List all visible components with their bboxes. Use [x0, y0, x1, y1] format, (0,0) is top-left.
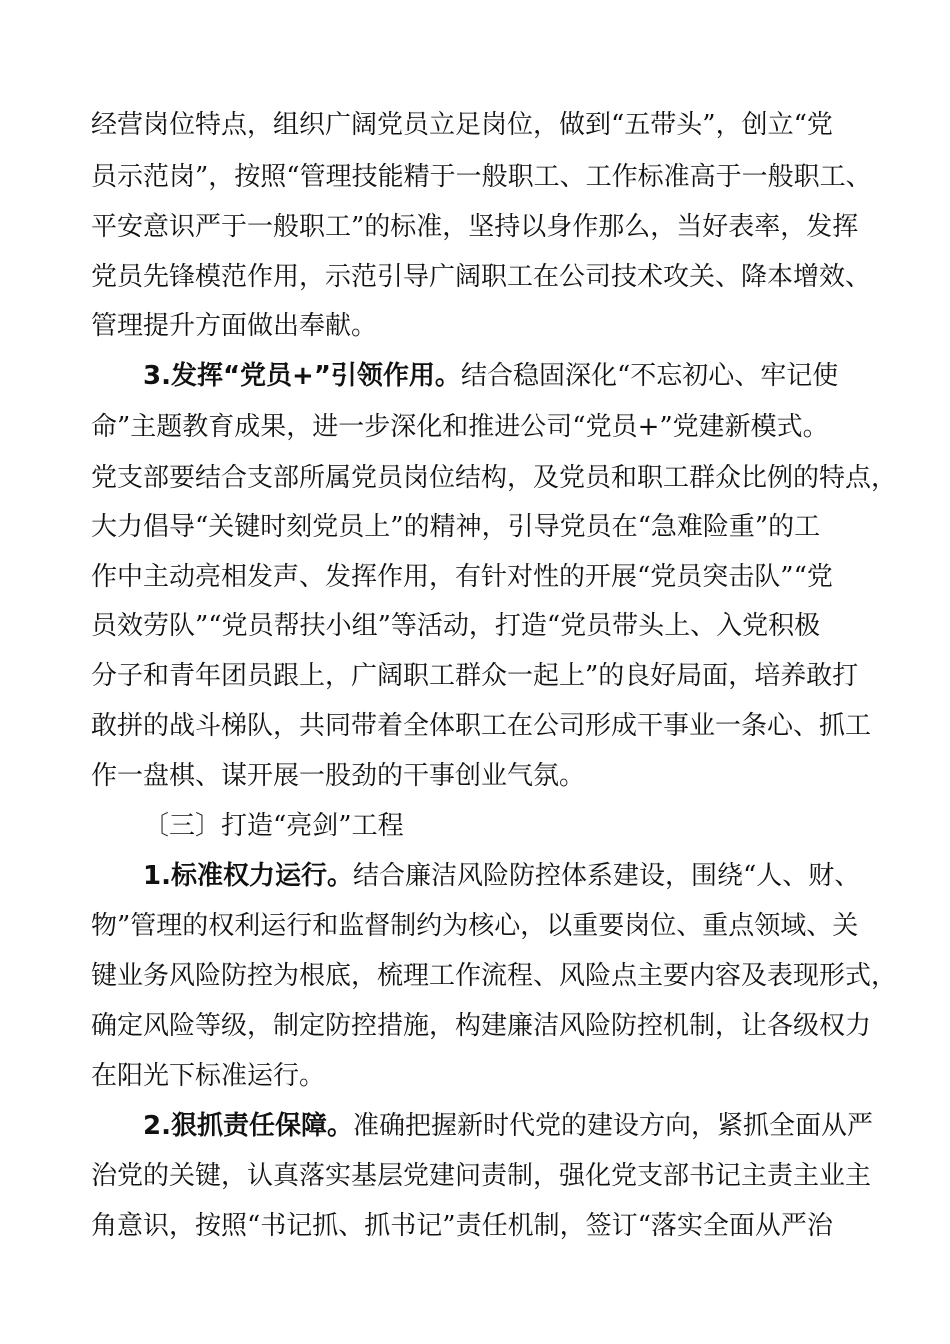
item-s3-2-first-line-text: 准确把握新时代党的建设方向，紧抓全面从严: [352, 1111, 873, 1141]
item-s3-1-line-2: 物”管理的权利运行和监督制约为核心，以重要岗位、重点领域、关: [91, 911, 859, 941]
item-3-first-line-text: 结合稳固深化“不忘初心、牢记使: [460, 361, 839, 391]
item-3-line-4: 大力倡导“关键时刻党员上”的精神，引导党员在“急难险重”的工: [91, 512, 821, 542]
item-s3-2-line-3: 角意识，按照“书记抓、抓书记”责任机制，签订“落实全面从严治: [91, 1211, 833, 1241]
item-3-line-2: 命”主题教育成果，进一步深化和推进公司“党员+”党建新模式。: [91, 412, 829, 442]
item-s3-2-line-2: 治党的关键，认真落实基层党建问责制，强化党支部书记主责主业主: [91, 1161, 872, 1191]
item-s3-1-first-line: [143, 859, 860, 893]
paragraph-1-line-1: 经营岗位特点，组织广阔党员立足岗位，做到“五带头”，创立“党: [91, 110, 833, 140]
item-3-first-line: [143, 359, 838, 393]
section-3-heading: 〔三〕打造“亮剑”工程: [143, 811, 404, 841]
item-3-line-6: 员效劳队”“党员帮扶小组”等活动，打造“党员带头上、入党积极: [91, 611, 821, 641]
item-3-line-5: 作中主动亮相发声、发挥作用，有针对性的开展“党员突击队”“党: [91, 562, 833, 592]
item-s3-1-line-4: 确定风险等级，制定防控措施，构建廉洁风险防控机制，让各级权力: [91, 1011, 872, 1041]
paragraph-1-line-5: 管理提升方面做出奉献。: [91, 311, 378, 341]
item-3-line-7: 分子和青年团员跟上，广阔职工群众一起上”的良好局面，培养敢打: [91, 661, 859, 691]
item-3-line-3: 党支部要结合支部所属党员岗位结构，及党员和职工群众比例的特点，: [91, 463, 898, 493]
item-3-line-8: 敢拼的战斗梯队，共同带着全体职工在公司形成干事业一条心、抓工: [91, 711, 872, 741]
paragraph-1-line-3: 平安意识严于一般职工”的标准，坚持以身作那么，当好表率，发挥: [91, 212, 859, 242]
paragraph-1-line-4: 党员先锋模范作用，示范引导广阔职工在公司技术攻关、降本增效、: [91, 262, 872, 292]
item-s3-2-heading: 2.狠抓责任保障。: [143, 1111, 353, 1141]
paragraph-1-line-2: 员示范岗”，按照“管理技能精于一般职工、工作标准高于一般职工、: [91, 162, 872, 192]
item-s3-2-first-line: [143, 1109, 873, 1143]
item-s3-1-heading: 1.标准权力运行。: [143, 861, 353, 891]
item-3-heading: 3.发挥“党员+”引领作用。: [143, 361, 461, 391]
item-s3-1-first-line-text: 结合廉洁风险防控体系建设，围绕“人、财、: [352, 861, 861, 891]
item-3-line-9: 作一盘棋、谋开展一股劲的干事创业气氛。: [91, 761, 586, 791]
item-s3-1-line-5: 在阳光下标准运行。: [91, 1061, 326, 1091]
item-s3-1-line-3: 键业务风险防控为根底，梳理工作流程、风险点主要内容及表现形式，: [91, 961, 898, 991]
